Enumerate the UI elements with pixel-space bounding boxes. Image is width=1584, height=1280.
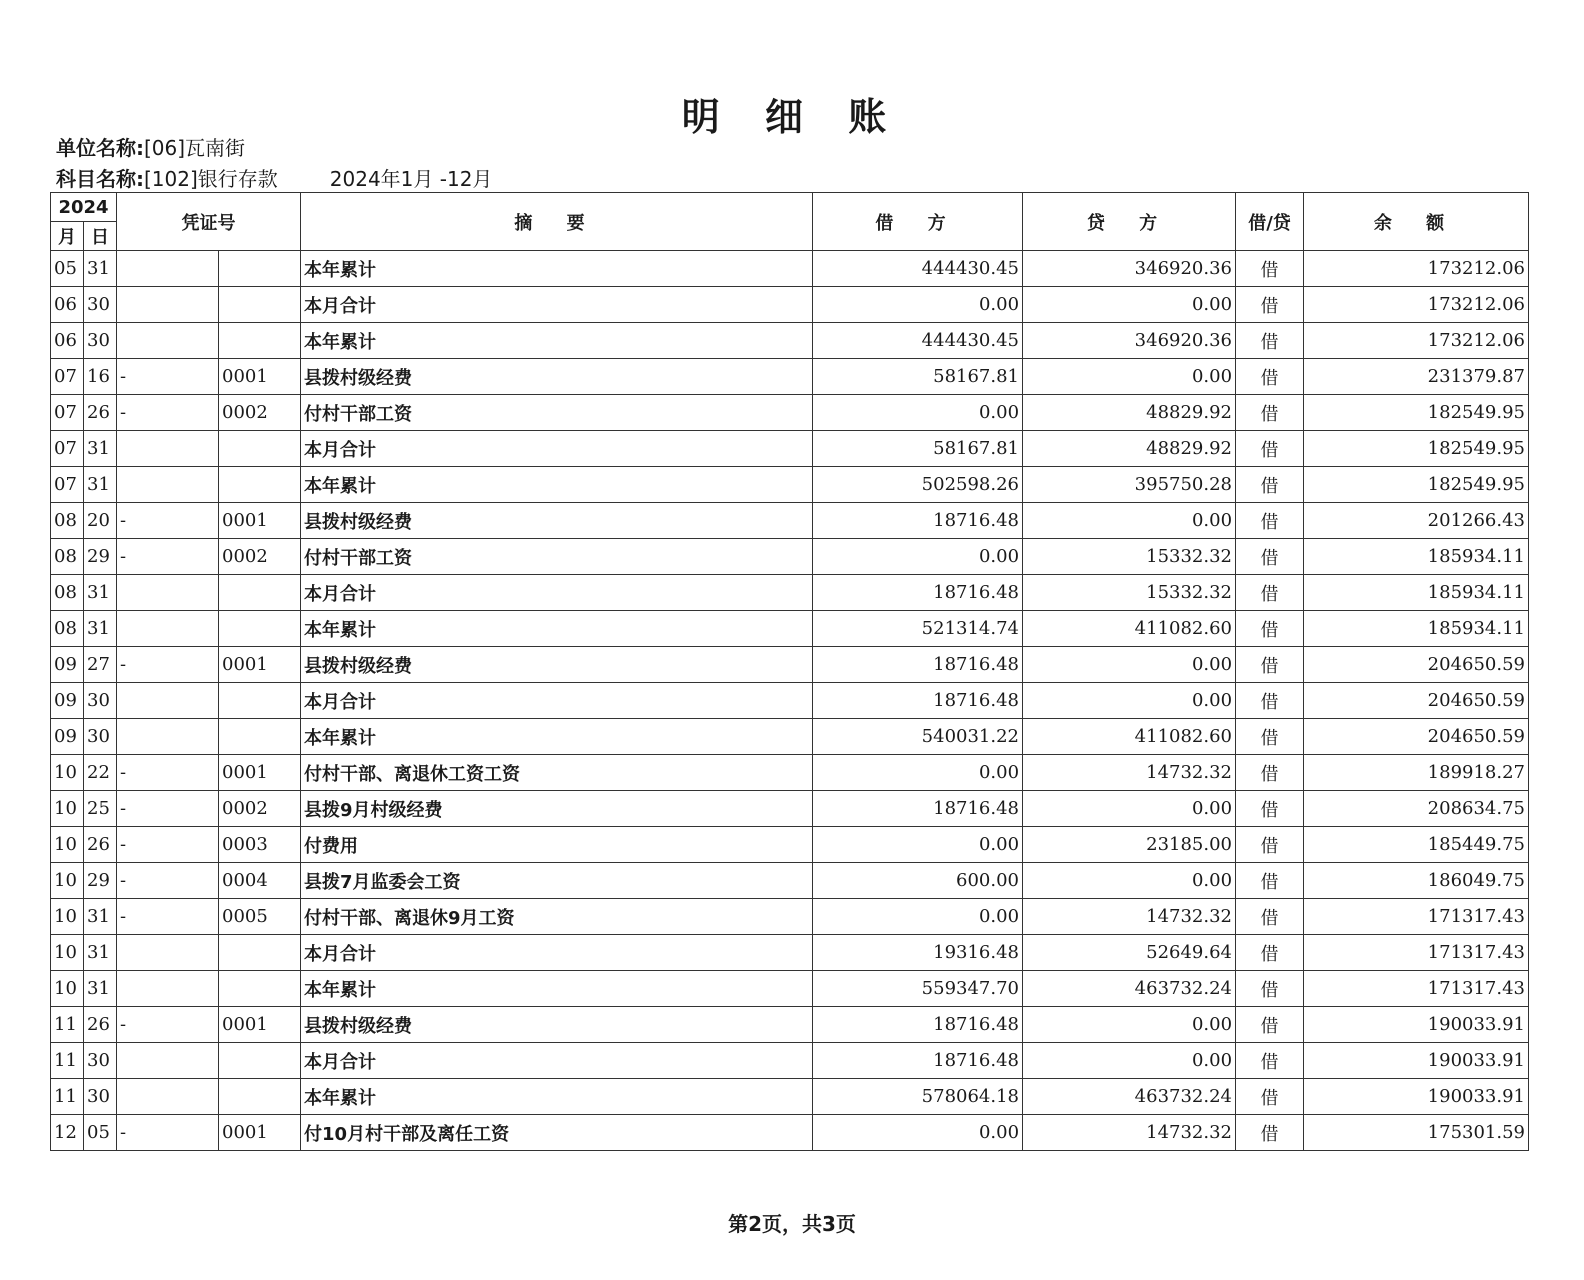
ledger-row [51, 683, 1529, 719]
credit-cell: 48829.92 [1023, 395, 1236, 431]
ledger-table [50, 192, 1529, 1151]
voucher-number-cell: 0002 [219, 395, 301, 431]
credit-cell: 15332.32 [1023, 575, 1236, 611]
month-cell: 08 [51, 539, 84, 575]
summary-cell: 本年累计 [301, 323, 813, 359]
day-header: 日 [84, 222, 117, 251]
day-cell: 16 [84, 359, 117, 395]
direction-cell: 借 [1236, 539, 1304, 575]
ledger-row [51, 539, 1529, 575]
debit-cell: 0.00 [813, 287, 1023, 323]
summary-cell: 付村干部、离退休9月工资 [301, 899, 813, 935]
voucher-type-cell: - [117, 539, 219, 575]
direction-cell: 借 [1236, 323, 1304, 359]
credit-cell: 0.00 [1023, 287, 1236, 323]
day-cell: 26 [84, 395, 117, 431]
month-cell: 09 [51, 719, 84, 755]
voucher-number-cell: 0002 [219, 539, 301, 575]
summary-cell: 本年累计 [301, 251, 813, 287]
credit-header: 贷 方 [1023, 193, 1236, 251]
summary-cell: 县拨村级经费 [301, 1007, 813, 1043]
voucher-type-cell: - [117, 899, 219, 935]
debit-cell: 0.00 [813, 899, 1023, 935]
day-cell: 31 [84, 971, 117, 1007]
credit-cell: 411082.60 [1023, 611, 1236, 647]
voucher-number-cell [219, 575, 301, 611]
summary-cell: 付村干部工资 [301, 539, 813, 575]
direction-cell: 借 [1236, 1043, 1304, 1079]
direction-cell: 借 [1236, 791, 1304, 827]
ledger-row [51, 1115, 1529, 1151]
balance-cell: 171317.43 [1304, 971, 1529, 1007]
subject-name-value: [102]银行存款 [144, 167, 278, 191]
voucher-number-cell: 0005 [219, 899, 301, 935]
debit-cell: 444430.45 [813, 323, 1023, 359]
debit-cell: 521314.74 [813, 611, 1023, 647]
debit-cell: 18716.48 [813, 1007, 1023, 1043]
voucher-type-cell [117, 287, 219, 323]
unit-name-line [56, 132, 245, 161]
month-cell: 10 [51, 899, 84, 935]
direction-header: 借/贷 [1236, 193, 1304, 251]
direction-cell: 借 [1236, 575, 1304, 611]
voucher-number-cell: 0001 [219, 1115, 301, 1151]
direction-cell: 借 [1236, 755, 1304, 791]
voucher-type-cell: - [117, 1115, 219, 1151]
unit-name-value: [06]瓦南街 [144, 136, 246, 160]
day-cell: 25 [84, 791, 117, 827]
balance-cell: 190033.91 [1304, 1007, 1529, 1043]
year-header: 2024 [51, 193, 117, 222]
credit-cell: 0.00 [1023, 863, 1236, 899]
voucher-number-cell: 0001 [219, 359, 301, 395]
voucher-number-cell: 0004 [219, 863, 301, 899]
credit-cell: 14732.32 [1023, 1115, 1236, 1151]
balance-cell: 185934.11 [1304, 611, 1529, 647]
summary-cell: 本年累计 [301, 719, 813, 755]
month-cell: 10 [51, 971, 84, 1007]
balance-cell: 231379.87 [1304, 359, 1529, 395]
voucher-number-cell [219, 251, 301, 287]
credit-cell: 411082.60 [1023, 719, 1236, 755]
debit-cell: 19316.48 [813, 935, 1023, 971]
summary-cell: 付村干部工资 [301, 395, 813, 431]
month-cell: 10 [51, 863, 84, 899]
voucher-type-cell [117, 431, 219, 467]
balance-cell: 204650.59 [1304, 647, 1529, 683]
voucher-type-cell: - [117, 503, 219, 539]
ledger-row [51, 1043, 1529, 1079]
day-cell: 31 [84, 251, 117, 287]
summary-cell: 本月合计 [301, 287, 813, 323]
direction-cell: 借 [1236, 1079, 1304, 1115]
voucher-type-cell: - [117, 647, 219, 683]
credit-cell: 463732.24 [1023, 1079, 1236, 1115]
month-cell: 07 [51, 359, 84, 395]
credit-cell: 0.00 [1023, 647, 1236, 683]
summary-cell: 县拨村级经费 [301, 647, 813, 683]
voucher-number-cell [219, 1043, 301, 1079]
balance-cell: 201266.43 [1304, 503, 1529, 539]
ledger-row [51, 251, 1529, 287]
ledger-row [51, 575, 1529, 611]
subject-name-line [56, 163, 492, 192]
credit-cell: 463732.24 [1023, 971, 1236, 1007]
ledger-row [51, 467, 1529, 503]
month-cell: 06 [51, 323, 84, 359]
month-cell: 10 [51, 791, 84, 827]
month-cell: 09 [51, 683, 84, 719]
day-cell: 31 [84, 467, 117, 503]
summary-cell: 本年累计 [301, 971, 813, 1007]
voucher-number-cell [219, 683, 301, 719]
day-cell: 31 [84, 611, 117, 647]
credit-cell: 14732.32 [1023, 755, 1236, 791]
period-range: 2024年1月 -12月 [329, 167, 493, 191]
day-cell: 30 [84, 719, 117, 755]
voucher-type-cell: - [117, 827, 219, 863]
ledger-title: 明 细 账 [681, 95, 903, 139]
direction-cell: 借 [1236, 287, 1304, 323]
voucher-number-cell [219, 287, 301, 323]
voucher-number-cell [219, 467, 301, 503]
direction-cell: 借 [1236, 719, 1304, 755]
day-cell: 29 [84, 863, 117, 899]
month-cell: 10 [51, 827, 84, 863]
ledger-row [51, 287, 1529, 323]
day-cell: 30 [84, 1079, 117, 1115]
voucher-type-cell: - [117, 755, 219, 791]
balance-cell: 182549.95 [1304, 467, 1529, 503]
day-cell: 31 [84, 575, 117, 611]
voucher-type-cell [117, 467, 219, 503]
credit-cell: 23185.00 [1023, 827, 1236, 863]
day-cell: 05 [84, 1115, 117, 1151]
direction-cell: 借 [1236, 611, 1304, 647]
balance-cell: 171317.43 [1304, 935, 1529, 971]
credit-cell: 0.00 [1023, 359, 1236, 395]
debit-cell: 18716.48 [813, 683, 1023, 719]
voucher-type-cell [117, 683, 219, 719]
voucher-type-cell [117, 719, 219, 755]
voucher-type-cell [117, 323, 219, 359]
day-cell: 30 [84, 287, 117, 323]
month-cell: 08 [51, 575, 84, 611]
voucher-number-cell: 0003 [219, 827, 301, 863]
direction-cell: 借 [1236, 467, 1304, 503]
summary-cell: 县拨村级经费 [301, 359, 813, 395]
summary-cell: 本月合计 [301, 575, 813, 611]
debit-header: 借 方 [813, 193, 1023, 251]
debit-cell: 18716.48 [813, 1043, 1023, 1079]
summary-cell: 本月合计 [301, 431, 813, 467]
credit-cell: 0.00 [1023, 683, 1236, 719]
credit-cell: 395750.28 [1023, 467, 1236, 503]
month-cell: 11 [51, 1007, 84, 1043]
voucher-type-cell: - [117, 1007, 219, 1043]
summary-cell: 县拨9月村级经费 [301, 791, 813, 827]
month-cell: 07 [51, 395, 84, 431]
voucher-number-cell: 0001 [219, 755, 301, 791]
balance-cell: 204650.59 [1304, 719, 1529, 755]
voucher-type-cell [117, 971, 219, 1007]
balance-cell: 185449.75 [1304, 827, 1529, 863]
ledger-body [51, 251, 1529, 1151]
voucher-number-cell [219, 971, 301, 1007]
day-cell: 31 [84, 935, 117, 971]
month-cell: 07 [51, 467, 84, 503]
direction-cell: 借 [1236, 683, 1304, 719]
balance-cell: 186049.75 [1304, 863, 1529, 899]
credit-cell: 0.00 [1023, 1043, 1236, 1079]
summary-cell: 付费用 [301, 827, 813, 863]
balance-cell: 185934.11 [1304, 539, 1529, 575]
ledger-row [51, 791, 1529, 827]
summary-cell: 县拨村级经费 [301, 503, 813, 539]
ledger-row [51, 863, 1529, 899]
ledger-row [51, 359, 1529, 395]
debit-cell: 0.00 [813, 539, 1023, 575]
balance-header: 余 额 [1304, 193, 1529, 251]
direction-cell: 借 [1236, 359, 1304, 395]
direction-cell: 借 [1236, 863, 1304, 899]
month-cell: 06 [51, 287, 84, 323]
voucher-type-cell: - [117, 863, 219, 899]
direction-cell: 借 [1236, 899, 1304, 935]
day-cell: 27 [84, 647, 117, 683]
credit-cell: 346920.36 [1023, 323, 1236, 359]
summary-cell: 付10月村干部及离任工资 [301, 1115, 813, 1151]
voucher-number-cell [219, 935, 301, 971]
voucher-type-cell: - [117, 395, 219, 431]
debit-cell: 18716.48 [813, 791, 1023, 827]
debit-cell: 18716.48 [813, 575, 1023, 611]
balance-cell: 173212.06 [1304, 287, 1529, 323]
unit-name-label: 单位名称: [56, 136, 144, 160]
summary-cell: 付村干部、离退休工资工资 [301, 755, 813, 791]
summary-cell: 本月合计 [301, 683, 813, 719]
credit-cell: 0.00 [1023, 791, 1236, 827]
direction-cell: 借 [1236, 971, 1304, 1007]
month-cell: 05 [51, 251, 84, 287]
day-cell: 31 [84, 899, 117, 935]
voucher-type-cell [117, 611, 219, 647]
voucher-number-cell [219, 611, 301, 647]
day-cell: 26 [84, 827, 117, 863]
ledger-row [51, 935, 1529, 971]
ledger-row [51, 719, 1529, 755]
debit-cell: 0.00 [813, 755, 1023, 791]
day-cell: 30 [84, 1043, 117, 1079]
day-cell: 29 [84, 539, 117, 575]
direction-cell: 借 [1236, 251, 1304, 287]
debit-cell: 559347.70 [813, 971, 1023, 1007]
balance-cell: 190033.91 [1304, 1043, 1529, 1079]
month-header: 月 [51, 222, 84, 251]
credit-cell: 48829.92 [1023, 431, 1236, 467]
direction-cell: 借 [1236, 935, 1304, 971]
voucher-number-cell [219, 1079, 301, 1115]
ledger-row [51, 503, 1529, 539]
voucher-number-cell: 0001 [219, 647, 301, 683]
ledger-row [51, 395, 1529, 431]
direction-cell: 借 [1236, 431, 1304, 467]
balance-cell: 173212.06 [1304, 323, 1529, 359]
summary-cell: 本月合计 [301, 935, 813, 971]
balance-cell: 208634.75 [1304, 791, 1529, 827]
voucher-header: 凭证号 [117, 193, 301, 251]
balance-cell: 182549.95 [1304, 395, 1529, 431]
ledger-row [51, 827, 1529, 863]
summary-cell: 本年累计 [301, 467, 813, 503]
ledger-row [51, 755, 1529, 791]
voucher-number-cell [219, 719, 301, 755]
summary-cell: 本月合计 [301, 1043, 813, 1079]
voucher-type-cell [117, 251, 219, 287]
debit-cell: 444430.45 [813, 251, 1023, 287]
balance-cell: 171317.43 [1304, 899, 1529, 935]
credit-cell: 346920.36 [1023, 251, 1236, 287]
direction-cell: 借 [1236, 827, 1304, 863]
summary-cell: 本年累计 [301, 611, 813, 647]
ledger-row [51, 1007, 1529, 1043]
credit-cell: 14732.32 [1023, 899, 1236, 935]
voucher-number-cell [219, 323, 301, 359]
month-cell: 11 [51, 1043, 84, 1079]
debit-cell: 0.00 [813, 395, 1023, 431]
page-footer: 第2页，共3页 [728, 1212, 856, 1236]
balance-cell: 185934.11 [1304, 575, 1529, 611]
summary-cell: 本年累计 [301, 1079, 813, 1115]
debit-cell: 502598.26 [813, 467, 1023, 503]
credit-cell: 0.00 [1023, 1007, 1236, 1043]
direction-cell: 借 [1236, 1115, 1304, 1151]
day-cell: 22 [84, 755, 117, 791]
credit-cell: 15332.32 [1023, 539, 1236, 575]
balance-cell: 190033.91 [1304, 1079, 1529, 1115]
day-cell: 31 [84, 431, 117, 467]
ledger-row [51, 431, 1529, 467]
credit-cell: 52649.64 [1023, 935, 1236, 971]
direction-cell: 借 [1236, 395, 1304, 431]
balance-cell: 182549.95 [1304, 431, 1529, 467]
ledger-row [51, 647, 1529, 683]
voucher-number-cell: 0001 [219, 503, 301, 539]
day-cell: 30 [84, 323, 117, 359]
subject-name-label: 科目名称: [56, 167, 144, 191]
debit-cell: 58167.81 [813, 431, 1023, 467]
credit-cell: 0.00 [1023, 503, 1236, 539]
month-cell: 12 [51, 1115, 84, 1151]
debit-cell: 578064.18 [813, 1079, 1023, 1115]
ledger-row [51, 899, 1529, 935]
direction-cell: 借 [1236, 503, 1304, 539]
summary-header: 摘 要 [301, 193, 813, 251]
debit-cell: 18716.48 [813, 647, 1023, 683]
ledger-row [51, 611, 1529, 647]
voucher-number-cell [219, 431, 301, 467]
month-cell: 11 [51, 1079, 84, 1115]
summary-cell: 县拨7月监委会工资 [301, 863, 813, 899]
month-cell: 10 [51, 935, 84, 971]
debit-cell: 540031.22 [813, 719, 1023, 755]
voucher-type-cell [117, 935, 219, 971]
direction-cell: 借 [1236, 647, 1304, 683]
debit-cell: 0.00 [813, 827, 1023, 863]
ledger-row [51, 323, 1529, 359]
balance-cell: 173212.06 [1304, 251, 1529, 287]
voucher-type-cell [117, 1043, 219, 1079]
direction-cell: 借 [1236, 1007, 1304, 1043]
month-cell: 10 [51, 755, 84, 791]
voucher-type-cell [117, 1079, 219, 1115]
month-cell: 08 [51, 503, 84, 539]
debit-cell: 58167.81 [813, 359, 1023, 395]
month-cell: 07 [51, 431, 84, 467]
ledger-row [51, 1079, 1529, 1115]
voucher-number-cell: 0002 [219, 791, 301, 827]
debit-cell: 18716.48 [813, 503, 1023, 539]
ledger-header [51, 193, 1529, 251]
ledger-row [51, 971, 1529, 1007]
day-cell: 20 [84, 503, 117, 539]
balance-cell: 204650.59 [1304, 683, 1529, 719]
debit-cell: 0.00 [813, 1115, 1023, 1151]
balance-cell: 189918.27 [1304, 755, 1529, 791]
voucher-type-cell [117, 575, 219, 611]
voucher-number-cell: 0001 [219, 1007, 301, 1043]
debit-cell: 600.00 [813, 863, 1023, 899]
balance-cell: 175301.59 [1304, 1115, 1529, 1151]
voucher-type-cell: - [117, 359, 219, 395]
month-cell: 08 [51, 611, 84, 647]
day-cell: 30 [84, 683, 117, 719]
month-cell: 09 [51, 647, 84, 683]
day-cell: 26 [84, 1007, 117, 1043]
voucher-type-cell: - [117, 791, 219, 827]
